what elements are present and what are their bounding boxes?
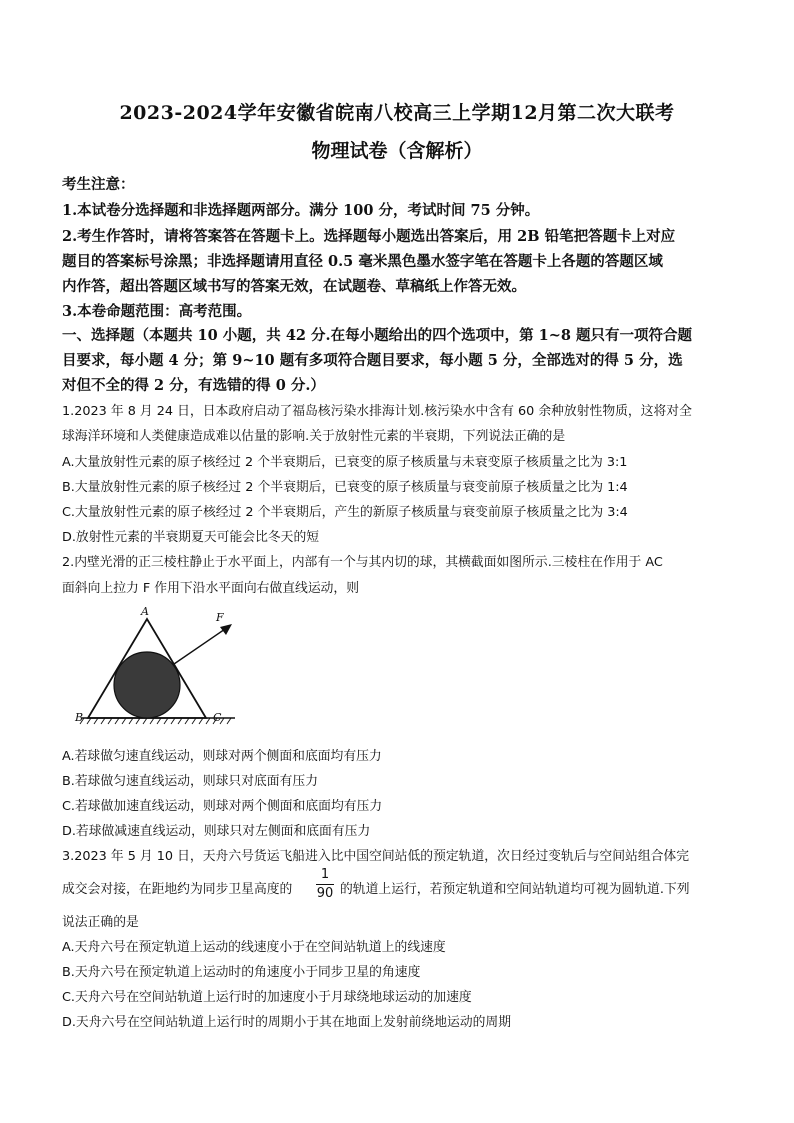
force-label-f: F (216, 611, 224, 624)
vertex-label-b: B (75, 711, 84, 724)
question-2-option-b: B.若球做匀速直线运动，则球只对底面有压力 (62, 774, 318, 789)
notice-item: 1.本试卷分选择题和非选择题两部分。满分 100 分，考试时间 75 分钟。 (62, 202, 540, 219)
question-1-option-c: C.大量放射性元素的原子核经过 2 个半衰期后，产生的新原子核质量与衰变前原子核质量之比为 3:4 (62, 505, 628, 520)
ball (114, 652, 180, 718)
notice-item: 内作答，超出答题区域书写的答案无效，在试题卷、草稿纸上作答无效。 (62, 278, 526, 295)
notice-heading: 考生注意： (62, 176, 135, 193)
section-heading: 目要求，每小题 4 分；第 9~10 题有多项符合题目要求，每小题 5 分，全部选对的得 5 分，选 (62, 352, 683, 369)
vertex-label-a: A (141, 605, 149, 618)
question-2-stem: 面斜向上拉力 F 作用下沿水平面向右做直线运动，则 (62, 581, 360, 596)
notice-item: 3.本卷命题范围：高考范围。 (62, 303, 252, 320)
question-1-option-b: B.大量放射性元素的原子核经过 2 个半衰期后，已衰变的原子核质量与衰变前原子核质量之比为 1:4 (62, 480, 628, 495)
fraction-one-ninetieth (314, 867, 336, 902)
question-3-option-d: D.天舟六号在空间站轨道上运行时的周期小于其在地面上发射前绕地运动的周期 (62, 1015, 512, 1030)
question-3-stem: 3.2023 年 5 月 10 日，天舟六号货运飞船进入比中国空间站低的预定轨道，次日经过变轨后与空间站组合体完 (62, 849, 690, 864)
section-heading: 一、选择题（本题共 10 小题，共 42 分.在每小题给出的四个选项中，第 1~8 题只有一项符合题 (62, 327, 693, 344)
question-2-option-d: D.若球做减速直线运动，则球只对左侧面和底面有压力 (62, 824, 371, 839)
question-3-stem: 说法正确的是 (62, 915, 139, 930)
question-1-option-d: D.放射性元素的半衰期夏天可能会比冬天的短 (62, 530, 320, 545)
question-1-stem: 1.2023 年 8 月 24 日，日本政府启动了福岛核污染水排海计划.核污染水中含有 60 余种放射性物质，这将对全 (62, 404, 692, 419)
force-arrowhead (220, 624, 232, 635)
question-2-option-c: C.若球做加速直线运动，则球对两个侧面和底面均有压力 (62, 799, 383, 814)
fraction-bar (316, 884, 334, 885)
vertex-label-c: C (213, 711, 222, 724)
ground-hatching (80, 718, 231, 724)
prism-ball-figure (70, 605, 245, 730)
question-3-stem-part: 成交会对接，在距地约为同步卫星高度的 (62, 882, 293, 897)
notice-item: 2.考生作答时，请将答案答在答题卡上。选择题每小题选出答案后，用 2B 铅笔把答题卡上对应 (62, 228, 676, 245)
page-subtitle: 物理试卷（含解析） (311, 140, 483, 162)
notice-item: 题目的答案标号涂黑；非选择题请用直径 0.5 毫米黑色墨水签字笔在答题卡上各题的答题区域 (62, 253, 663, 270)
question-1-option-a: A.大量放射性元素的原子核经过 2 个半衰期后，已衰变的原子核质量与未衰变原子核质量之比为 3:1 (62, 455, 628, 470)
question-2-stem: 2.内壁光滑的正三棱柱静止于水平面上，内部有一个与其内切的球，其横截面如图所示.三棱柱在作用于 AC (62, 555, 663, 570)
question-3-option-c: C.天舟六号在空间站轨道上运行时的加速度小于月球绕地球运动的加速度 (62, 990, 472, 1005)
force-arrow (174, 627, 228, 664)
question-3-option-a: A.天舟六号在预定轨道上运动的线速度小于在空间站轨道上的线速度 (62, 940, 446, 955)
section-heading: 对但不全的得 2 分，有选错的得 0 分.） (62, 377, 325, 394)
question-2-option-a: A.若球做匀速直线运动，则球对两个侧面和底面均有压力 (62, 749, 382, 764)
question-1-stem: 球海洋环境和人类健康造成难以估量的影响.关于放射性元素的半衰期，下列说法正确的是 (62, 429, 566, 444)
fraction-denominator: 90 (316, 886, 334, 901)
page-title: 2023-2024学年安徽省皖南八校高三上学期12月第二次大联考 (119, 102, 675, 124)
question-3-stem-part: 的轨道上运行，若预定轨道和空间站轨道均可视为圆轨道.下列 (340, 882, 690, 897)
question-3-option-b: B.天舟六号在预定轨道上运动时的角速度小于同步卫星的角速度 (62, 965, 421, 980)
fraction-numerator: 1 (320, 867, 330, 882)
